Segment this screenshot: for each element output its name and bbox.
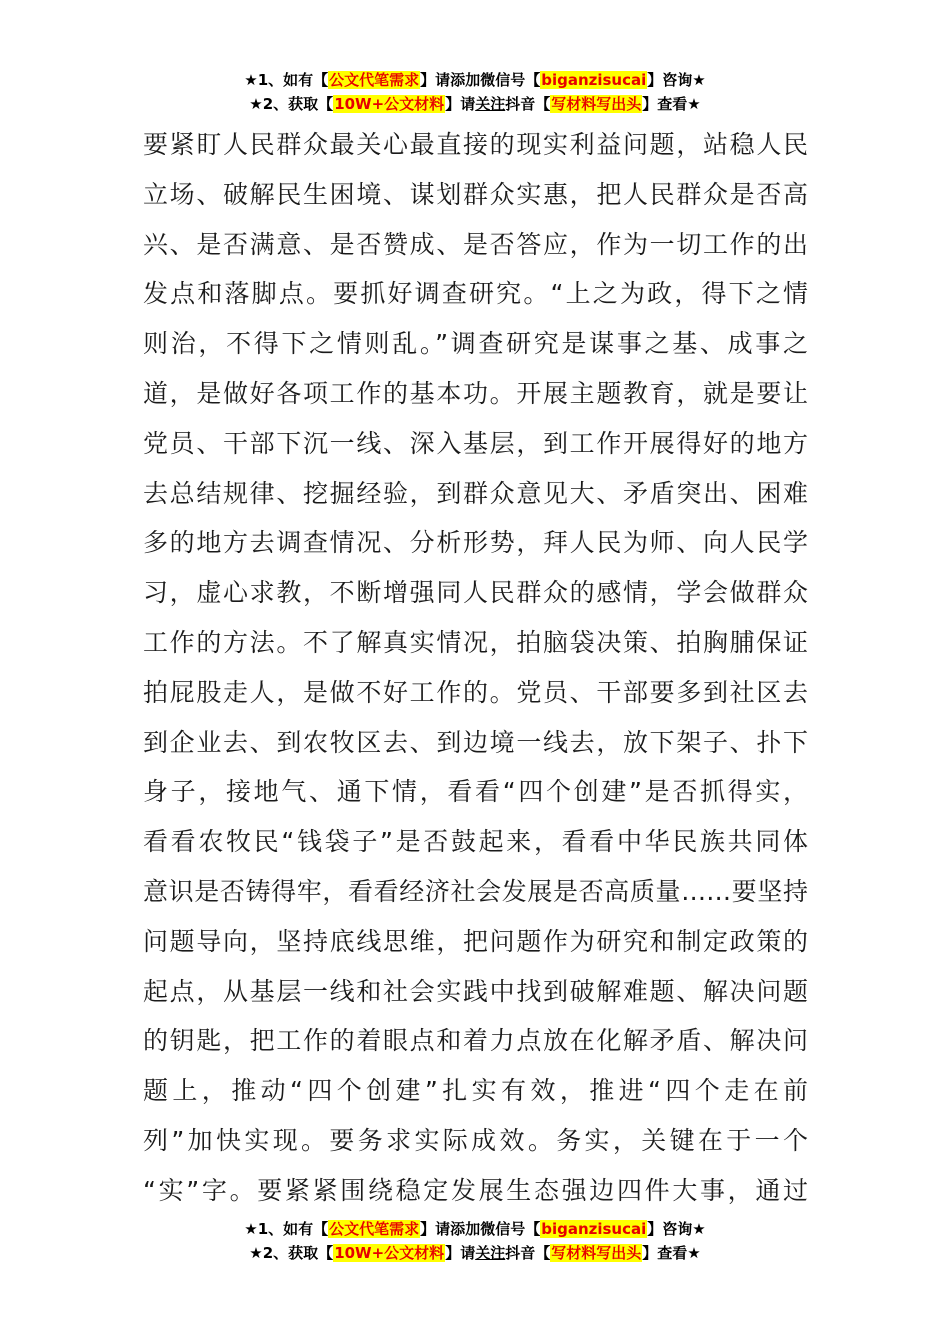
- body-line: 拍屁股走人，是做不好工作的。党员、干部要多到社区去: [143, 677, 808, 707]
- body-line: 发点和落脚点。要抓好调查研究。“上之为政，得下之情: [143, 279, 808, 309]
- banner-text: 】查看★: [642, 1244, 701, 1262]
- body-line: 到企业去、到农牧区去、到边境一线去，放下架子、扑下: [143, 727, 808, 757]
- banner-highlight-douyin: 写材料写出头: [551, 95, 642, 113]
- banner-line-2: [0, 1241, 950, 1265]
- banner-highlight-materials: 10W+公文材料: [334, 1244, 445, 1262]
- body-line: 党员、干部下沉一线、深入基层，到工作开展得好的地方: [143, 428, 808, 458]
- footer-banner: [0, 1217, 950, 1265]
- banner-text: 】请: [445, 1244, 476, 1262]
- banner-text: 微信号【: [480, 71, 541, 89]
- body-line: 起点，从基层一线和社会实践中找到破解难题、解决问题: [143, 976, 808, 1006]
- banner-line-1: [0, 68, 950, 92]
- banner-text: ★2、获取【: [249, 95, 334, 113]
- body-line: 则治，不得下之情则乱。”调查研究是谋事之基、成事之: [143, 329, 808, 359]
- banner-text: ★1、如有【: [244, 71, 329, 89]
- banner-text: ★1、如有【: [244, 1220, 329, 1238]
- body-line: 的钥匙，把工作的着眼点和着力点放在化解矛盾、解决问: [143, 1026, 808, 1056]
- banner-highlight-douyin: 写材料写出头: [551, 1244, 642, 1262]
- banner-text: 关注: [475, 1244, 506, 1262]
- banner-text: 】咨询★: [647, 71, 706, 89]
- banner-highlight-materials: 10W+公文材料: [334, 95, 445, 113]
- body-line: 题上，推动“四个创建”扎实有效，推进“四个走在前: [143, 1076, 808, 1106]
- banner-highlight-service: 公文代笔需求: [329, 1220, 420, 1238]
- body-line: 工作的方法。不了解真实情况，拍脑袋决策、拍胸脯保证: [143, 627, 808, 657]
- banner-line-2: [0, 92, 950, 116]
- banner-line-1: [0, 1217, 950, 1241]
- banner-text: 微信号【: [480, 1220, 541, 1238]
- banner-text: ★2、获取【: [249, 1244, 334, 1262]
- body-line: 道，是做好各项工作的基本功。开展主题教育，就是要让: [143, 378, 808, 408]
- banner-text: 加: [465, 1220, 481, 1238]
- banner-highlight-wechat-id: biganzisucai: [541, 1220, 647, 1238]
- body-line: “实”字。要紧紧围绕稳定发展生态强边四件大事，通过: [143, 1175, 808, 1205]
- banner-text: 抖音【: [505, 1244, 551, 1262]
- header-banner: [0, 68, 950, 116]
- body-line: 习，虚心求教，不断增强同人民群众的感情，学会做群众: [143, 578, 808, 608]
- banner-highlight-wechat-id: biganzisucai: [541, 71, 647, 89]
- body-line: 兴、是否满意、是否赞成、是否答应，作为一切工作的出: [143, 229, 808, 259]
- banner-text: 】查看★: [642, 95, 701, 113]
- banner-text: 】请添: [420, 71, 466, 89]
- body-line: 立场、破解民生困境、谋划群众实惠，把人民群众是否高: [143, 179, 808, 209]
- banner-text: 加: [465, 71, 481, 89]
- banner-text: 关注: [475, 95, 506, 113]
- banner-text: 】咨询★: [647, 1220, 706, 1238]
- body-line: 去总结规律、挖掘经验，到群众意见大、矛盾突出、困难: [143, 478, 808, 508]
- banner-text: 抖音【: [505, 95, 551, 113]
- body-line: 要紧盯人民群众最关心最直接的现实利益问题，站稳人民: [143, 130, 808, 159]
- body-line: 列”加快实现。要务求实际成效。务实，关键在于一个: [143, 1125, 808, 1155]
- body-line: 看看农牧民“钱袋子”是否鼓起来，看看中华民族共同体: [143, 827, 808, 857]
- banner-text: 】请: [445, 95, 476, 113]
- body-line: 多的地方去调查情况、分析形势，拜人民为师、向人民学: [143, 528, 808, 558]
- body-line: 意识是否铸得牢，看看经济社会发展是否高质量……要坚持: [143, 876, 808, 906]
- document-body: [143, 120, 808, 1216]
- banner-highlight-service: 公文代笔需求: [329, 71, 420, 89]
- body-line: 问题导向，坚持底线思维，把问题作为研究和制定政策的: [143, 926, 808, 956]
- body-line: 身子，接地气、通下情，看看“四个创建”是否抓得实，: [143, 777, 808, 807]
- banner-text: 】请添: [420, 1220, 466, 1238]
